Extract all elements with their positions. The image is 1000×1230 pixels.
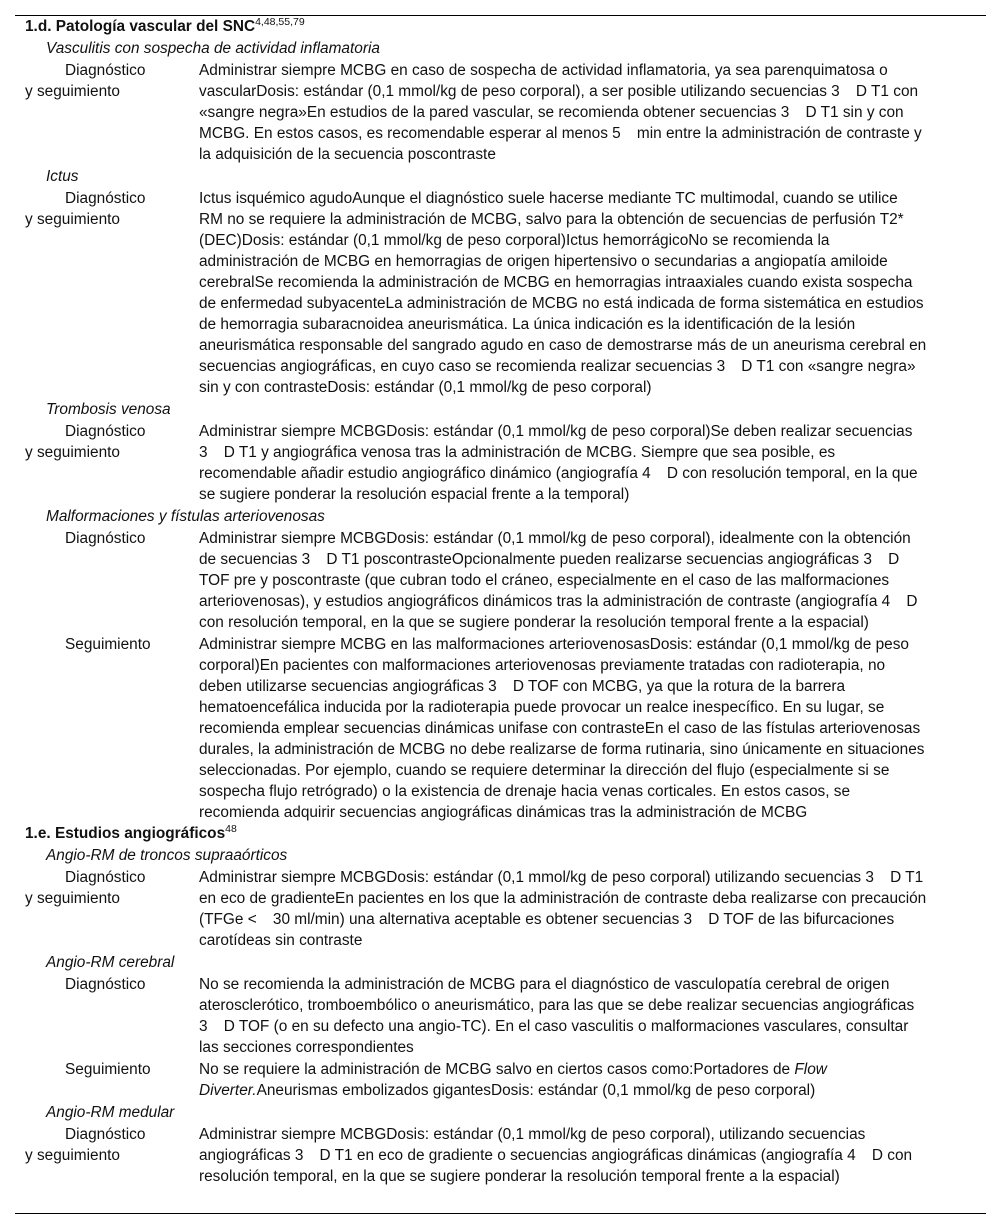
section-refs: 4,48,55,79 — [255, 16, 305, 28]
table-bottom-rule — [15, 1213, 986, 1214]
section-refs: 48 — [225, 823, 237, 835]
row-label: Seguimiento — [65, 1061, 151, 1078]
table-row — [0, 188, 1000, 398]
table-row — [0, 421, 1000, 505]
row-text: Administrar siempre MCBGDosis: estándar (0,1 mmol/kg de peso corporal), idealmente con la obtención de secuencias 3 D T1 poscontrasteOpcionalmente pueden realizarse secuencias angiográficas 3 D TOF pre y poscontraste (que cubran todo el cráneo, especialmente en el caso de las malformaciones arteriovenosas), y estudios angiográficos dinámicos tras la administración de contraste (angiografía 4 D con resolución temporal, en la que se sugiere ponderar la resolución temporal frente a la espacial) — [199, 530, 918, 631]
subsection-title: Angio-RM medular — [46, 1104, 175, 1121]
row-text: Administrar siempre MCBGDosis: estándar (0,1 mmol/kg de peso corporal)Se deben realizar secuencias 3 D T1 y angiográfica venosa tras la administración de MCBG. Siempre que sea posible, es recomendable añadir estudio angiográfico dinámico (angiografía 4 D con resolución temporal, en la que se sugiere ponderar la resolución espacial frente a la temporal) — [199, 423, 918, 503]
row-label: Diagnóstico y seguimiento — [25, 869, 146, 907]
row-text: Administrar siempre MCBGDosis: estándar (0,1 mmol/kg de peso corporal) utilizando secuencias 3 D T1 en eco de gradienteEn pacientes en los que la administración de contraste deba realizarse con precaución (TFGe < 30 ml/min) una alternativa aceptable es obtener secuencias 3 D TOF de las bifurcaciones carotídeas sin contraste — [199, 869, 927, 949]
section-title: 1.d. Patología vascular del SNC$^{4,48,55,79}$ — [25, 16, 305, 35]
subsection-title: Vasculitis con sospecha de actividad inflamatoria — [46, 40, 380, 57]
table-row — [0, 1059, 1000, 1101]
row-label: Diagnóstico y seguimiento — [25, 1126, 146, 1164]
recommendations-table — [0, 16, 1000, 1187]
row-text: No se recomienda la administración de MCBG para el diagnóstico de vasculopatía cerebral de origen aterosclerótico, tromboembólico o aneurismático, para las que se debe realizar secuencias angiográficas 3 D TOF (o en su defecto una angio-TC). En el caso vasculitis o malformaciones vasculares, consultar las secciones correspondientes — [199, 976, 915, 1056]
table-row — [0, 1124, 1000, 1187]
table-row — [0, 634, 1000, 823]
table-row — [0, 528, 1000, 633]
row-label: Diagnóstico y seguimiento — [25, 423, 146, 461]
row-text: Administrar siempre MCBG en caso de sospecha de actividad inflamatoria, ya sea parenquimatosa o vascularDosis: estándar (0,1 mmol/kg de peso corporal), a ser posible utilizando secuencias 3 D T1 con «sangre negra»En estudios de la pared vascular, se recomienda obtener secuencias 3 D T1 sin y con MCBG. En estos casos, es recomendable esperar al menos 5 min entre la administración de contraste y la adquisición de la secuencia poscontraste — [199, 62, 922, 163]
subsection-title: Trombosis venosa — [46, 401, 171, 418]
section-title: 1.e. Estudios angiográficos$^{48}$ — [25, 823, 237, 842]
row-label: Diagnóstico y seguimiento — [25, 190, 146, 228]
table-row — [0, 974, 1000, 1058]
subsection-title: Angio-RM de troncos supraaórticos — [46, 847, 288, 864]
row-label: Diagnóstico — [65, 530, 146, 547]
row-label: Diagnóstico — [65, 976, 146, 993]
row-text: Administrar siempre MCBG en las malformaciones arteriovenosasDosis: estándar (0,1 mmol/kg de peso corporal)En pacientes con malformaciones arteriovenosas previamente tratadas con radioterapia, no deben utilizarse secuencias angiográficas 3 D TOF con MCBG, ya que la rotura de la barrera hematoencefálica inducida por la radioterapia puede provocar un realce inespecífico. En su lugar, se recomienda emplear secuencias dinámicas unifase con contrasteEn el caso de las fístulas arteriovenosas durales, la administración de MCBG no debe realizarse de forma rutinaria, sino únicamente en situaciones seleccionadas. Por ejemplo, cuando se requiere determinar la dirección del flujo (especialmente si se sospecha flujo retrógrado) o la existencia de drenaje hacia venas corticales. En estos casos, se recomienda adquirir secuencias angiográficas dinámicas tras la administración de MCBG — [199, 636, 925, 821]
row-label: Diagnóstico y seguimiento — [25, 62, 146, 100]
row-label: Seguimiento — [65, 636, 151, 653]
row-text: Administrar siempre MCBGDosis: estándar (0,1 mmol/kg de peso corporal), utilizando secuencias angiográficas 3 D T1 en eco de gradiente o secuencias angiográficas dinámicas (angiografía 4 D con resolución temporal, en la que se sugiere ponderar la resolución temporal frente a la espacial) — [199, 1126, 913, 1185]
row-text: No se requiere la administración de MCBG salvo en ciertos casos como:Portadores de Flow Diverter.Aneurismas embolizados gigantesDosis: estándar (0,1 mmol/kg de peso corporal) — [199, 1061, 827, 1099]
subsection-title: Malformaciones y fístulas arteriovenosas — [46, 508, 325, 525]
table-row — [0, 60, 1000, 165]
table-row — [0, 867, 1000, 951]
subsection-title: Angio-RM cerebral — [46, 954, 175, 971]
row-text: Ictus isquémico agudoAunque el diagnóstico suele hacerse mediante TC multimodal, cuando se utilice RM no se requiere la administración de MCBG, salvo para la obtención de secuencias de perfusión T2* (DEC)Dosis: estándar (0,1 mmol/kg de peso corporal)Ictus hemorrágicoNo se recomienda la administración de MCBG en hemorragias de origen hipertensivo o secundarias a angiopatía amiloide cerebralSe recomienda la administración de MCBG en hemorragias intraaxiales cuando exista sospecha de enfermedad subyacenteLa administración de MCBG no está indicada de forma sistemática en estudios de hemorragia subaracnoidea aneurismática. La única indicación es la identificación de la lesión aneurismática responsable del sangrado agudo en caso de demostrarse más de un aneurisma cerebral en secuencias angiográficas, en cuyo caso se recomienda realizar secuencias 3 D T1 con «sangre negra» sin y con contrasteDosis: estándar (0,1 mmol/kg de peso corporal) — [199, 190, 927, 396]
subsection-title: Ictus — [46, 168, 79, 185]
